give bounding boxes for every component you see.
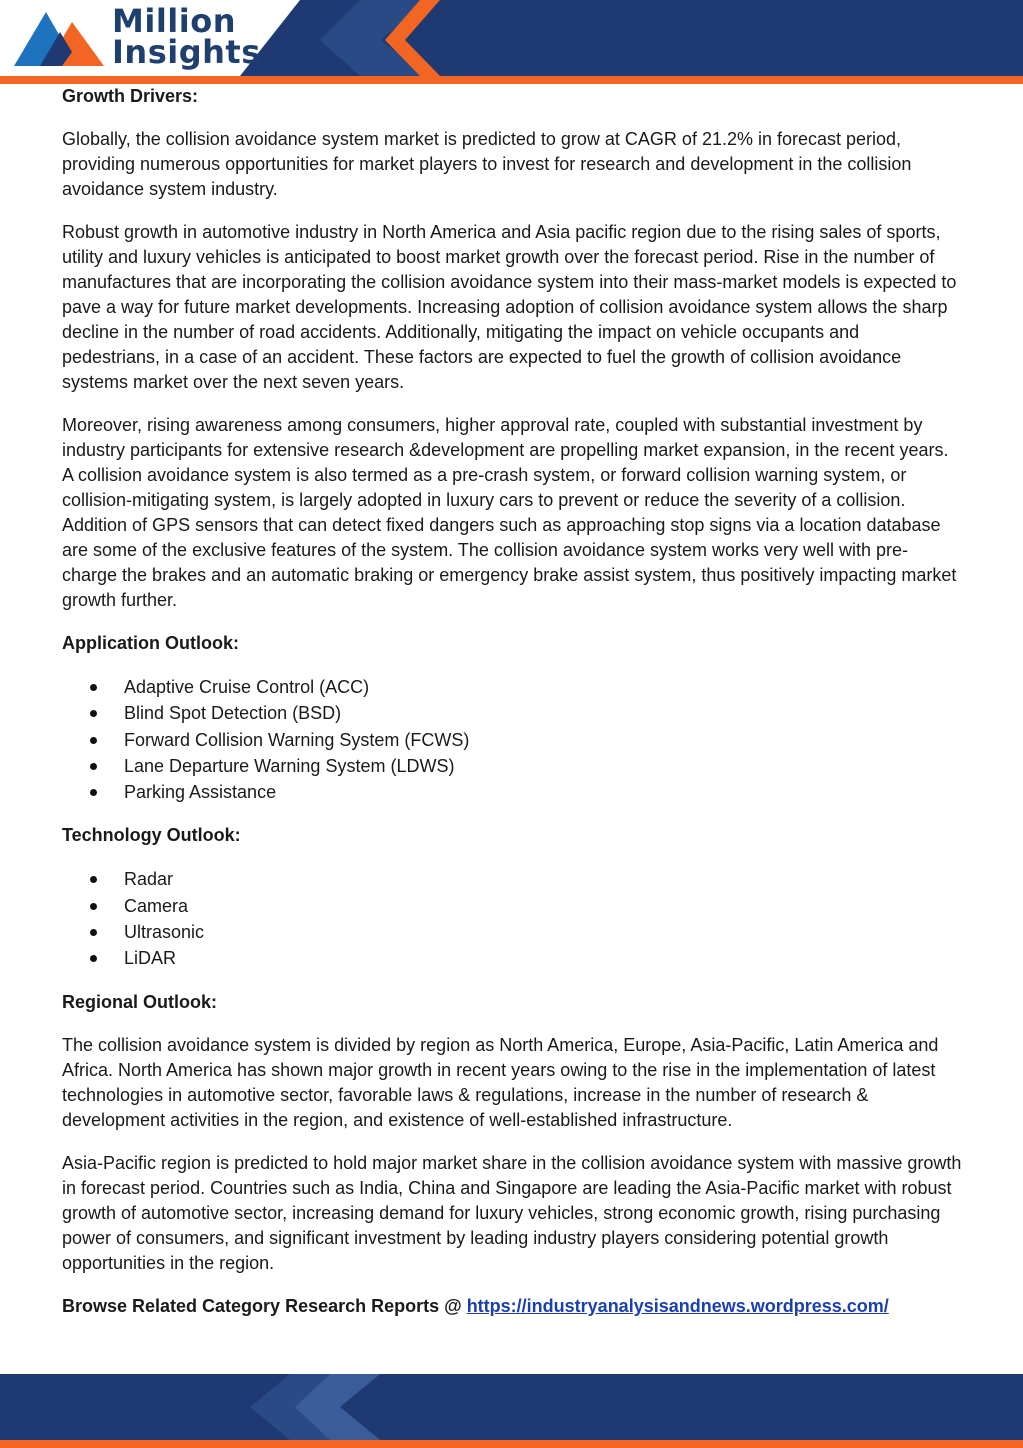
list-item: LiDAR [90,945,962,971]
header-banner [0,0,1023,84]
growth-paragraph-1: Globally, the collision avoidance system market is predicted to grow at CAGR of 21.2% in forecast period, providing numerous opportunities for market players to invest for research and development in the collision avoidance system industry. [62,129,912,199]
bullet-icon [90,737,97,744]
growth-paragraph-2: Robust growth in automotive industry in North America and Asia pacific region due to the rising sales of sports, utility and luxury vehicles is anticipated to boost market growth over the forecast period. Rise in the number of manufactures that are incorporating the collision avoidance system into their mass-market models is expected to pave a way for future market developments. Increasing adoption of collision avoidance system allows the sharp decline in the number of road accidents. Additionally, mitigating the impact on vehicle occupants and pedestrians, in a case of an accident. These factors are expected to fuel the growth of collision avoidance systems market over the next seven years. [62,222,957,392]
logo-wordmark [112,2,261,71]
bullet-icon [90,903,97,910]
application-list [62,674,962,805]
bullet-icon [90,684,97,691]
logo-line-1: Million [112,2,236,40]
related-reports [62,1294,962,1319]
technology-list [62,866,962,971]
list-item: Camera [90,893,962,919]
document-body [62,84,962,1319]
bullet-icon [90,710,97,717]
list-item: Parking Assistance [90,779,962,805]
bullet-icon [90,789,97,796]
growth-paragraph-3: Moreover, rising awareness among consumers, higher approval rate, coupled with substantial investment by industry participants for extensive research &development are propelling market expansion, in the recent years. A collision avoidance system is also termed as a pre-crash system, or forward collision warning system, or collision-mitigating system, is largely adopted in luxury cars to prevent or reduce the severity of a collision. Addition of GPS sensors that can detect fixed dangers such as approaching stop signs via a location database are some of the exclusive features of the system. The collision avoidance system works very well with pre-charge the brakes and an automatic braking or emergency brake assist system, thus positively impacting market growth further. [62,415,957,610]
list-item: Adaptive Cruise Control (ACC) [90,674,962,700]
logo-line-2: Insights [112,33,261,71]
bullet-icon [90,876,97,883]
bullet-icon [90,929,97,936]
related-reports-label: Browse Related Category Research Reports @ [62,1295,467,1316]
bullet-icon [90,763,97,770]
footer-graphic [0,1374,1023,1448]
application-outlook-heading: Application Outlook: [62,633,239,653]
regional-paragraph-2: Asia-Pacific region is predicted to hold major market share in the collision avoidance system with massive growth in forecast period. Countries such as India, China and Singapore are leading the Asia-Pacific market with robust growth of automotive sector, increasing demand for luxury vehicles, strong economic growth, rising purchasing power of consumers, and significant investment by leading industry players considering potential growth opportunities in the region. [62,1152,962,1273]
list-item: Radar [90,866,962,892]
technology-outlook-heading: Technology Outlook: [62,825,241,846]
bullet-icon [90,955,97,962]
regional-outlook-heading: Regional Outlook: [62,991,217,1012]
list-item: Ultrasonic [90,919,962,945]
regional-paragraph-1: The collision avoidance system is divided by region as North America, Europe, Asia-Pacific, Latin America and Africa. North America has shown major growth in recent years owing to the rise in the implementation of latest technologies in automotive sector, favorable laws & regulations, increase in the number of research & development activities in the region, and existence of well-established infrastructure. [62,1034,939,1130]
list-item: Blind Spot Detection (BSD) [90,700,962,726]
list-item: Lane Departure Warning System (LDWS) [90,753,962,779]
growth-drivers-heading: Growth Drivers: [62,86,199,106]
footer-banner [0,1374,1023,1448]
related-reports-link[interactable]: https://industryanalysisandnews.wordpress.com/ [466,1295,889,1316]
list-item: Forward Collision Warning System (FCWS) [90,727,962,753]
